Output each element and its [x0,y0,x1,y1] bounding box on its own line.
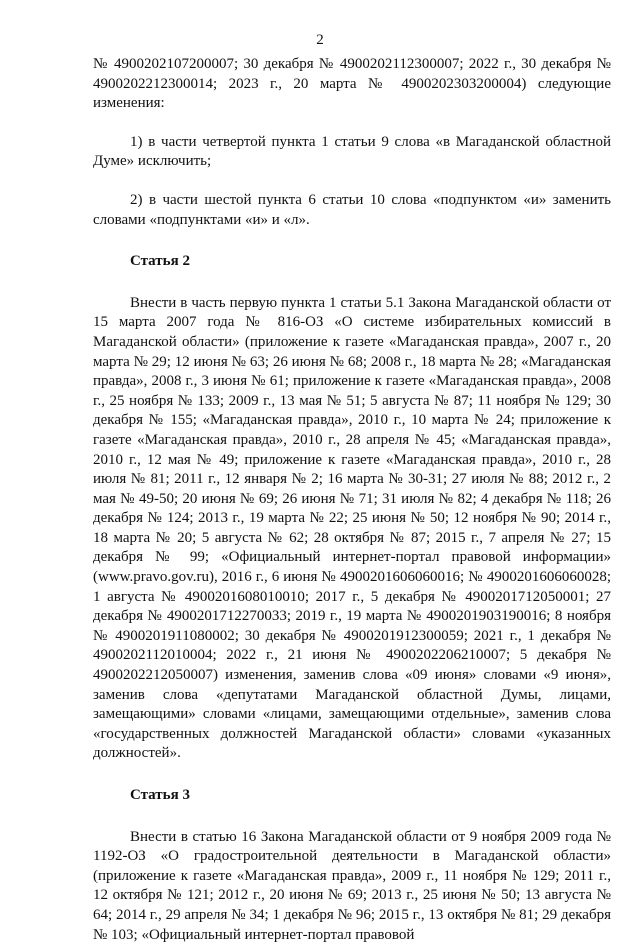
article-2-text: Внести в часть первую пункта 1 статьи 5.1 Закона Магаданской области от 15 марта 2007 года № 816-ОЗ «О системе избирательных комиссий в Магаданской области» (приложение к газете «Магаданская правда», 2007 г., 20 марта № 29; 12 июня № 63; 26 июня № 68; 2008 г., 18 марта № 28; «Магаданская правда», 2008 г., 3 июня № 61; приложение к газете «Магаданская правда», 2008 г., 25 ноября № 133; 2009 г., 13 мая № 51; 5 августа № 87; 11 ноября № 129; 30 декабря № 155; «Магаданская правда», 2010 г., 10 марта № 24; приложение к газете «Магаданская правда», 2010 г., 28 апреля № 45; «Магаданская правда», 2010 г., 12 мая № 49; приложение к газете «Магаданская правда», 2010 г., 28 июля № 81; 2011 г., 12 января № 2; 16 марта № 30-31; 27 июля № 88; 2012 г., 2 мая № 49-50; 20 июня № 69; 26 июня № 71; 31 июля № 82; 4 декабря № 118; 26 декабря № 124; 2013 г., 19 марта № 22; 25 июня № 50; 12 ноября № 90; 2014 г., 18 марта № 20; 5 августа № 62; 28 октября № 87; 2015 г., 7 апреля № 27; 15 декабря № 99; «Официальный интернет-портал правовой информации» (www.pravo.gov.ru), 2016 г., 6 июня № 4900201606060016; № 4900201606060028; 1 августа № 4900201608010010; 2017 г., 5 декабря № 4900201712050001; 27 декабря № 4900201712270033; 2019 г., 19 марта № 4900201903190016; 8 ноября № 4900201911080002; 30 декабря № 4900201912300059; 2021 г., 1 декабря № 4900202112010004; 2022 г., 21 июня № 4900202206210007; 5 декабря № 4900202212050007) изменения, заменив слова «09 июня» словами «9 июня», заменив слова «депутатами Магаданской областной Думы, лицами, замещающими» словами «лицами, замещающими отдельные», заменив слова «государственных должностей Магаданской области» словами «указанных должностей». [93,294,611,762]
amendment-item-2: 2) в части шестой пункта 6 статьи 10 слова «подпунктом «и» заменить словами «подпунктами «и» и «л». [93,191,611,228]
article-3-heading: Статья 3 [130,787,190,803]
intro-continuation: № 4900202107200007; 30 декабря № 4900202112300007; 2022 г., 30 декабря № 4900202212300014; 2023 г., 20 марта № 4900202303200004) следующие изменения: [93,56,611,112]
page-number: 2 [316,32,324,48]
document-body [93,55,611,945]
amendment-item-1: 1) в части четвертой пункта 1 статьи 9 слова «в Магаданской областной Думе» исключить; [93,133,611,170]
article-3-text: Внести в статью 16 Закона Магаданской области от 9 ноября 2009 года № 1192-ОЗ «О градостроительной деятельности в Магаданской области» (приложение к газете «Магаданская правда», 2009 г., 11 ноября № 129; 2011 г., 12 октября № 121; 2012 г., 20 июня № 69; 2013 г., 25 июня № 50; 13 августа № 64; 2014 г., 29 апреля № 34; 1 декабря № 96; 2015 г., 13 октября № 81; 29 декабря № 103; «Официальный интернет-портал правовой [93,828,611,943]
article-2-heading: Статья 2 [130,253,190,270]
